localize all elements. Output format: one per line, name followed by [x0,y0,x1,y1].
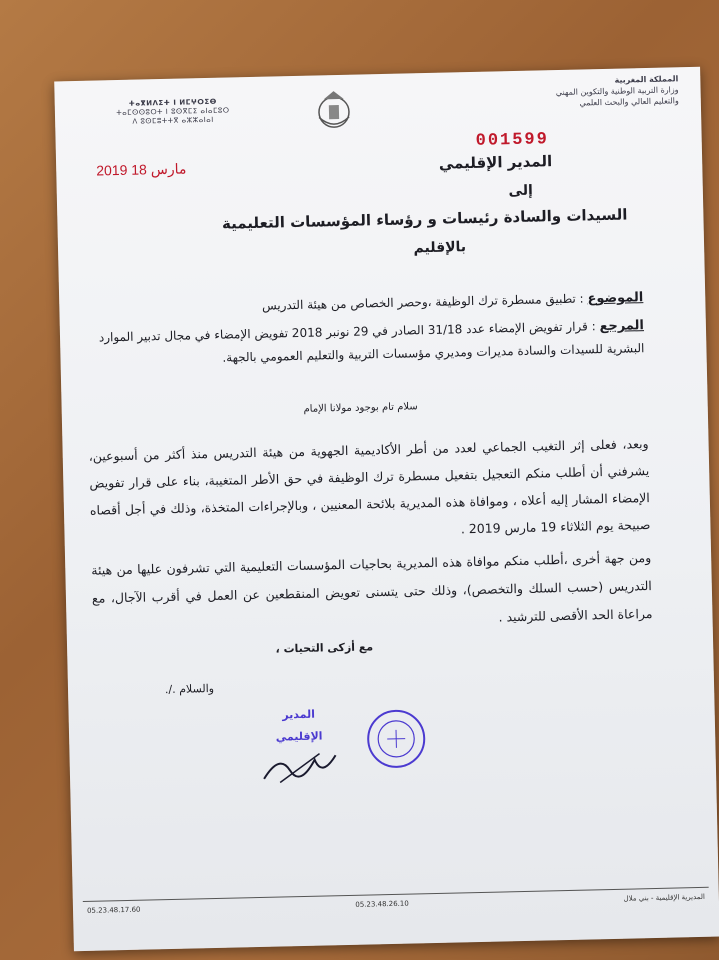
ministry-line: المملكة المغربية [614,74,679,85]
signature-block [258,703,340,797]
handwritten-signature-icon [259,747,340,789]
subject-line [262,290,644,314]
closing-line: مع أزكى التحيات ، [275,640,374,656]
subject-text: : تطبيق مسطرة ترك الوظيفة ،وحصر الخصاص من هيئة التدريس [261,291,584,313]
to-label: إلى [508,182,533,200]
footer [87,893,705,915]
footer-office: المديرية الإقليمية - بني ملال [623,892,705,903]
ministry-header [508,73,679,110]
tifinagh-line: ⵜⴰⵎⵙⵙⵓⵔⵜ ⵏ ⵓⵙⴳⵎⵉ ⴰⵏⴰⵎⵓⵔ [116,106,230,118]
footer-phone-left: 05.23.48.17.60 [86,905,141,915]
ministry-line: وزارة التربية الوطنية والتكوين المهني [555,85,679,98]
royal-emblem-icon [310,87,357,134]
reference-line [84,314,645,372]
official-stamp-icon [365,707,428,770]
body-paragraph-1: وبعد، فعلى إثر التغيب الجماعي لعدد من أطر الأكاديمية الجهوية من هيئة التدريس منذ أكثر من أسبوعين، يشرفني أن أطلب منكم التعجيل بتفعيل مسطرة ترك الوظيفة في حق الأطر المتغيبة، بناء على قرار تفويض الإمضاء المشار إليه أعلاه ، وموافاة هذه المديرية بلائحة المعنيين ، وبالإجراءات المتخذة، وذلك في أجل أقصاه صبيحة يوم الثلاثاء 19 مارس 2019 . [88,436,651,537]
tifinagh-line: ⴷ ⵓⵙⵎⵓⵜⵜⴳ ⴰⵣⵣⴰⵏⴰⵏ [132,115,214,126]
ministry-line: والتعليم العالي والبحث العلمي [579,96,679,108]
document-page [54,67,719,951]
body-paragraph-2: ومن جهة أخرى ،أطلب منكم موافاة هذه المديرية بحاجيات المؤسسات التعليمية التي تشرفون عليها من هيئة التدريس (حسب السلك والتخصص)، وذلك حتى يتسنى تعويض المنقطعين عن العمل في أقرب الآجال، مع مراعاة الحد الأقصى للترشيد . [91,550,653,625]
reference-text: : قرار تفويض الإمضاء عدد 31/18 الصادر في 29 نونبر 2018 تفويض الإمضاء في مجال تدبير الموارد البشرية للسيدات والسادة مديرات ومديري مؤسسات التربية والتعليم العمومي بالجهة. [98,319,645,365]
signature-title: المدير الإقليمي [275,707,323,744]
greeting: سلام تام بوجود مولانا الإمام [303,401,418,415]
region-line: بالإقليم [413,239,467,257]
recipients-line: السيدات والسادة رئيسات و رؤساء المؤسسات التعليمية [221,205,628,233]
date-stamp: 2019 مارس 18 [96,160,187,179]
salam-line: والسلام ./. [164,681,215,697]
tifinagh-line: ⵜⴰⴳⵍⴷⵉⵜ ⵏ ⵍⵎⵖⵔⵉⴱ [128,97,217,108]
reference-number: 001599 [475,130,550,151]
subject-label: الموضوع [587,290,644,307]
reference-label: المرجع [599,318,645,335]
sender-title: المدير الإقليمي [438,152,553,173]
footer-phone-center: 05.23.48.26.10 [355,899,409,909]
tifinagh-header [103,97,244,127]
